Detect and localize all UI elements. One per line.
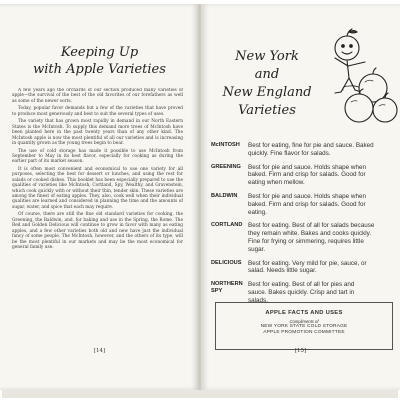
variety-description: [248, 142, 400, 158]
left-page: [0, 4, 199, 390]
variety-name: BALDWIN: [211, 192, 238, 199]
variety-description-line: salad. Needs little sugar.: [248, 267, 317, 275]
variety-description-line: Best for pie and sauce. Holds shape when: [248, 192, 366, 200]
variety-row: [211, 142, 400, 158]
variety-name: McINTOSH: [211, 142, 240, 148]
body-paragraph: The use of cold storage has made it possible to use McIntosh from September to May in its best flavor, especially for cooking as during the earlier part of its market season.: [12, 148, 183, 165]
body-paragraph: The variety that has grown most rapidly in demand in our North Eastern States is the McIntosh. To supply this demand more trees of McIntosh have been planted here in the past twenty years than of any other kind. The McIntosh apple is now the most plentiful of all our varieties and is increasing in quantity grown as the young trees begin to bear.: [12, 119, 183, 147]
promo-subheading: Compliments of: [289, 319, 319, 324]
variety-description: [248, 222, 400, 253]
variety-description-line: baked. Firm and crisp for salads. Good for: [248, 171, 366, 179]
right-page-title: [211, 48, 323, 120]
body-paragraph: Of course, there are still the fine old standard varieties for cooking, the Greening, the Baldwin, and, for baking and use in the Spring, the Rome. The Red and Golden Delicious will continue to grow in favor with many as eating apples, and a few other varieties both old and new have just the individual fancy of some people. The McIntosh, however, and the others of its type, will be the most plentiful in our markets and may be the most economical for general family use.: [12, 212, 183, 250]
variety-description-line: eating.: [248, 208, 267, 216]
body-paragraph: Today, popular favor demands but a few of the varieties that have proved to produce most generously and best to suit the several types of uses.: [12, 106, 183, 117]
promo-heading: APPLE FACTS AND USES: [265, 310, 343, 316]
right-title-line: New York: [235, 49, 299, 64]
variety-description-line: sauce. Bakes quickly. Crisp and tart in: [248, 288, 355, 296]
variety-description-line: Best for pie and sauce. Holds shape when: [248, 163, 366, 171]
left-page-number: [14]: [93, 348, 106, 354]
variety-name: DELICIOUS: [211, 259, 242, 266]
varieties-list: [211, 142, 400, 311]
left-title-line: Keeping Up: [60, 45, 139, 60]
variety-description-line: Fine for frying or simmering, requires little: [248, 237, 364, 245]
variety-description-line: Best for eating, fine for pie and sauce. Baked: [248, 142, 374, 149]
variety-description-line: Best for eating. Very mild for pie, sauce, or: [248, 259, 367, 267]
variety-description-line: Best for eating. Best of all for salads because: [248, 222, 375, 230]
right-title-line: Varieties: [238, 103, 296, 118]
variety-description: [248, 260, 400, 276]
left-page-body: [12, 88, 183, 350]
promo-org-line: APPLE PROMOTION COMMITTEE: [263, 330, 345, 335]
variety-description: [248, 193, 400, 216]
variety-description-line: quickly. Fine flavor for salads.: [248, 149, 331, 157]
left-page-title: [0, 44, 199, 78]
variety-description-line: baked. Firm and crisp for salads. Good for: [248, 200, 366, 208]
variety-description-line: salads.: [248, 296, 268, 304]
variety-row: [211, 193, 400, 216]
promo-org-line: NEW YORK STATE COLD STORAGE: [260, 324, 348, 329]
variety-name: CORTLAND: [211, 222, 243, 229]
variety-name: NORTHERN SPY: [211, 281, 243, 295]
variety-description-line: Best for eating. Best of all for pies and: [248, 281, 355, 289]
variety-description-line: they remain white. Bakes and cooks quickly.: [248, 230, 372, 238]
variety-row: [211, 260, 400, 276]
right-page-number: [15]: [294, 348, 307, 354]
apple-character-illustration: [321, 26, 400, 130]
variety-description: [248, 164, 400, 187]
right-title-line: New England: [222, 85, 312, 100]
variety-name: GREENING: [211, 163, 241, 170]
right-page: [201, 4, 400, 390]
variety-row: [211, 222, 400, 253]
variety-row: [211, 164, 400, 187]
variety-description-line: eating when mellow.: [248, 179, 305, 187]
body-paragraph: A few years ago the orchards of our section produced many varieties of apple—the survival of the best of the old favorites of our forefathers as well as some of the newer sorts.: [12, 88, 183, 104]
left-title-line: with Apple Varieties: [33, 62, 166, 77]
promo-box: [215, 302, 393, 350]
body-paragraph: It is often most convenient and economical to use one variety for all purposes, selecting the best for dessert or lunches, and using the rest for salads or cooked dishes. This booklet has been especially prepared to use the qualities of varieties like McIntosh, Cortland, Spy, Wealthy, and Gravenstein, which cook quickly with or without their thin, tender skin. These varieties are among the finest of eating apples. They, also, cook well when their individual qualities are learned and considered in planning the time and the amounts of sugar, water, and spice that each may require.: [12, 167, 183, 210]
right-title-line: and: [254, 67, 280, 82]
variety-description-line: sugar.: [248, 245, 266, 253]
